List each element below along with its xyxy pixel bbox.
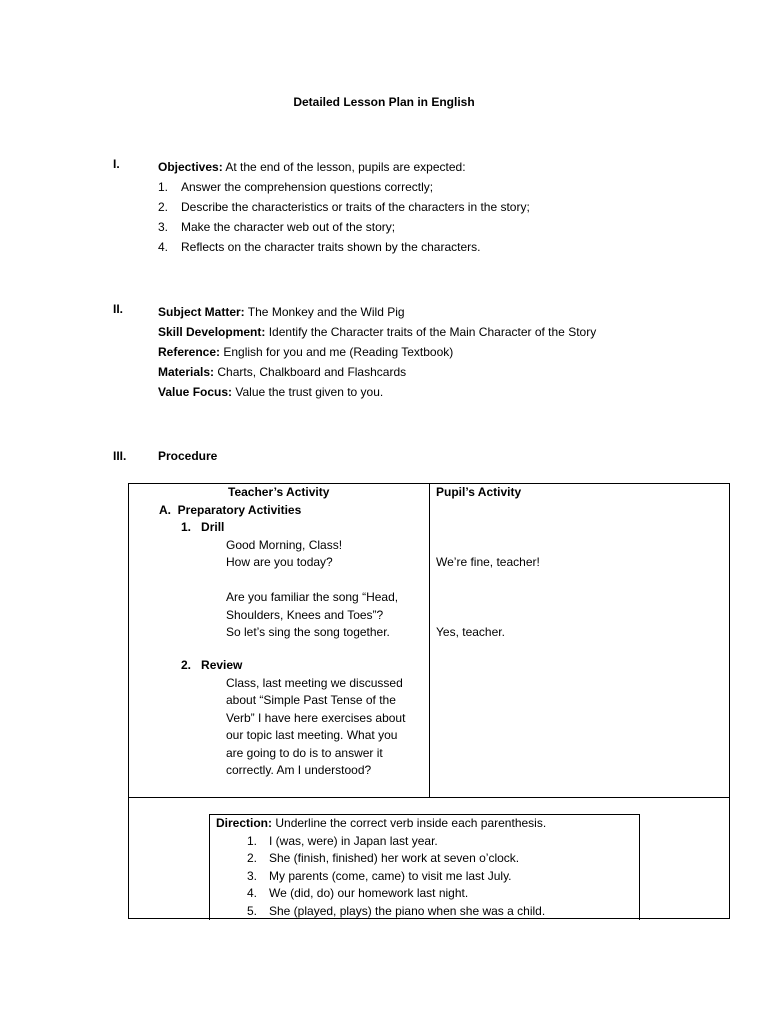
list-item [158, 237, 530, 257]
pupil-response-yes: Yes, teacher. [436, 625, 505, 639]
item-text: My parents (come, came) to visit me last July. [269, 868, 512, 883]
list-item [247, 903, 545, 921]
item-number: 2. [247, 851, 258, 865]
field-value: Charts, Chalkboard and Flashcards [214, 365, 407, 379]
objectives-intro-text: At the end of the lesson, pupils are expected: [222, 160, 466, 174]
list-item [247, 850, 545, 868]
item-number: 1. [158, 180, 169, 194]
column-divider [429, 484, 430, 798]
text-line: Good Morning, Class! [226, 537, 343, 552]
list-item [158, 217, 530, 237]
text-line: correctly. Am I understood? [226, 763, 372, 777]
item-number: 4. [158, 240, 169, 254]
document-title: Detailed Lesson Plan in English [293, 95, 475, 109]
item-number: 4. [247, 886, 258, 900]
reference-field [158, 342, 596, 362]
field-value: Value the trust given to you. [232, 385, 384, 399]
item-text: We (did, do) our homework last night. [269, 886, 469, 900]
list-item [158, 177, 530, 197]
field-label: Skill Development: [158, 325, 266, 339]
text-line: How are you today? [226, 555, 333, 569]
teacher-activity-header: Teacher’s Activity [228, 485, 330, 499]
field-label: Materials: [158, 365, 215, 379]
objectives-section [158, 157, 530, 257]
direction-box [209, 814, 640, 920]
subject-section [158, 302, 596, 402]
text-line: Class, last meeting we discussed [226, 675, 403, 690]
review-heading [181, 657, 242, 675]
drill-heading [181, 519, 224, 537]
direction-line [216, 815, 546, 833]
procedure-table [128, 483, 730, 919]
text-line: So let’s sing the song together. [226, 625, 390, 639]
list-item [247, 885, 545, 903]
objectives-intro [158, 157, 530, 177]
list-item [247, 833, 545, 851]
pupil-response-fine: We’re fine, teacher! [436, 555, 540, 569]
item-number: 3. [158, 220, 169, 234]
preparatory-activities-heading [159, 502, 301, 520]
item-text: She (played, plays) the piano when she was a child. [269, 903, 546, 918]
field-label: Subject Matter: [158, 305, 245, 319]
review-lines [226, 675, 405, 780]
heading-letter: A. [159, 502, 171, 517]
text-line: Shoulders, Knees and Toes”? [226, 607, 384, 622]
heading-label: Drill [201, 520, 225, 534]
field-value: English for you and me (Reading Textbook) [220, 345, 454, 359]
text-line: about “Simple Past Tense of the [226, 693, 396, 707]
item-text: Describe the characteristics or traits of the characters in the story; [181, 200, 530, 214]
objectives-list [158, 177, 530, 257]
procedure-heading: Procedure [158, 449, 218, 463]
field-label: Reference: [158, 345, 221, 359]
subject-matter-field [158, 302, 596, 322]
section-numeral-procedure: III. [113, 449, 127, 463]
text-line [226, 572, 398, 590]
row-divider [129, 797, 729, 798]
value-focus-field [158, 382, 596, 402]
skill-development-field [158, 322, 596, 342]
item-number: 1. [247, 833, 258, 848]
heading-number: 1. [181, 520, 192, 534]
exercise-list [247, 833, 545, 921]
section-numeral-subject: II. [113, 302, 124, 316]
direction-label: Direction: [216, 816, 273, 830]
list-item [247, 868, 545, 886]
item-number: 2. [158, 200, 169, 214]
item-text: I (was, were) in Japan last year. [269, 833, 438, 848]
field-label: Value Focus: [158, 385, 233, 399]
heading-number: 2. [181, 658, 192, 672]
section-numeral-objectives: I. [113, 157, 120, 171]
field-value: The Monkey and the Wild Pig [244, 305, 405, 319]
text-line: are going to do is to answer it [226, 745, 383, 760]
item-text: Reflects on the character traits shown by the characters. [181, 240, 481, 254]
item-text: Make the character web out of the story; [181, 220, 396, 234]
list-item [158, 197, 530, 217]
item-number: 3. [247, 868, 258, 883]
text-line: our topic last meeting. What you [226, 728, 398, 742]
field-value: Identify the Character traits of the Main Character of the Story [265, 325, 597, 339]
pupil-activity-header: Pupil’s Activity [436, 485, 522, 499]
direction-text: Underline the correct verb inside each parenthesis. [272, 816, 547, 830]
heading-label: Review [201, 658, 243, 672]
objectives-label: Objectives: [158, 160, 223, 174]
text-line: Verb” I have here exercises about [226, 710, 406, 725]
heading-label: Preparatory Activities [177, 502, 302, 517]
materials-field [158, 362, 596, 382]
item-text: Answer the comprehension questions correctly; [181, 180, 434, 194]
text-line: Are you familiar the song “Head, [226, 590, 399, 604]
drill-lines [226, 537, 398, 642]
item-text: She (finish, finished) her work at seven o’clock. [269, 851, 520, 865]
item-number: 5. [247, 903, 258, 918]
